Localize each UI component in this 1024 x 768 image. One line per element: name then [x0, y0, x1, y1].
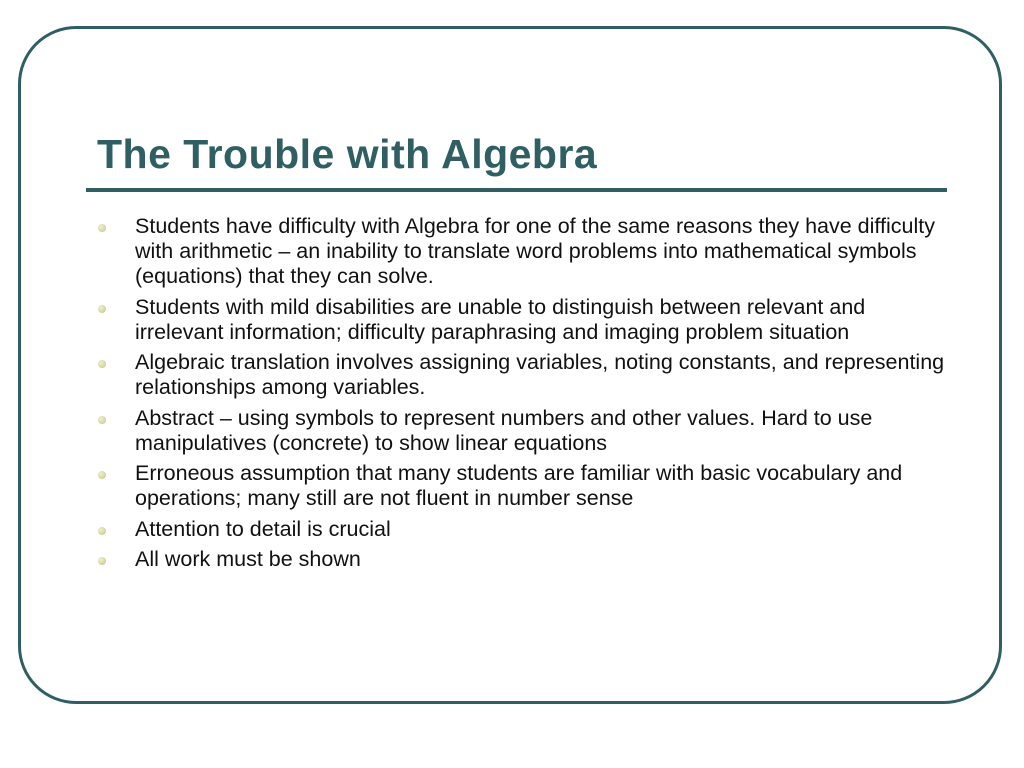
bullet-dot-icon	[98, 471, 106, 479]
bullet-text: All work must be shown	[135, 547, 361, 571]
bullet-text: Abstract – using symbols to represent numbers and other values. Hard to use manipulatives (concrete) to show linear equations	[135, 405, 873, 455]
bullet-text: Algebraic translation involves assigning variables, noting constants, and representing relationships among variables.	[135, 350, 945, 399]
bullet-item	[95, 461, 945, 511]
bullet-dot-icon	[98, 305, 106, 313]
bullet-list	[95, 214, 945, 578]
bullet-item	[95, 517, 945, 542]
bullet-item	[95, 406, 945, 456]
slide-title: The Trouble with Algebra	[97, 131, 598, 177]
bullet-text: Erroneous assumption that many students are familiar with basic vocabulary and operations; many still are not fluent in number sense	[135, 461, 903, 510]
bullet-dot-icon	[98, 360, 106, 368]
bullet-text: Attention to detail is crucial	[135, 516, 391, 541]
bullet-text: Students with mild disabilities are unable to distinguish between relevant and irrelevant information; difficulty paraphrasing and imaging problem situation	[135, 294, 866, 344]
bullet-dot-icon	[98, 557, 106, 565]
bullet-item	[95, 295, 945, 345]
bullet-item	[95, 547, 945, 572]
title-underline	[86, 188, 947, 192]
bullet-dot-icon	[98, 527, 106, 535]
bullet-item	[95, 350, 945, 400]
bullet-dot-icon	[98, 224, 106, 232]
bullet-text: Students have difficulty with Algebra for one of the same reasons they have difficulty with arithmetic – an inability to translate word problems into mathematical symbols (equations) that they can solve.	[135, 214, 935, 288]
bullet-item	[95, 214, 945, 289]
bullet-dot-icon	[98, 416, 106, 424]
